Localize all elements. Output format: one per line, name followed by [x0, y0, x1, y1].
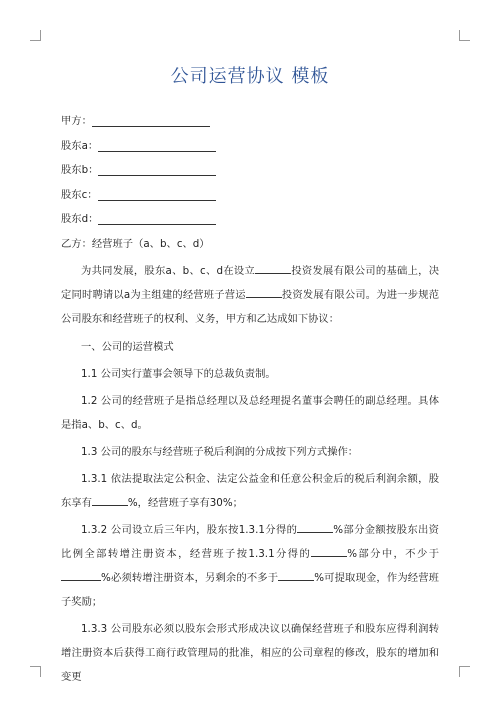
field-label: 甲方：	[61, 115, 92, 127]
fill-blank	[61, 570, 101, 581]
crop-mark-top-left	[30, 30, 41, 41]
fill-blank	[297, 522, 333, 533]
signature-blank	[92, 115, 210, 127]
document-body	[61, 112, 439, 692]
crop-mark-bottom-left	[30, 666, 41, 677]
clause-text: 1.3.1 依法提取法定公积金、法定公益金和任意公积金后的税后利润余额，股东享有	[61, 473, 439, 509]
fill-blank	[255, 263, 291, 274]
clause-text: %可提取现金，作为经营班子奖励；	[61, 572, 439, 608]
signature-blank	[98, 140, 216, 152]
clause-1-3: 1.3 公司的股东与经营班子税后利润的分成按下列方式操作：	[81, 446, 359, 458]
party-a-field	[61, 112, 439, 127]
intro-text-3: 投资发展有限公司。为进一步规范公司股东和经营班子的权利、义务，甲方和乙达成如下协议：	[61, 289, 439, 325]
fill-blank	[92, 495, 128, 506]
crop-mark-top-right	[459, 30, 470, 41]
signature-blank	[98, 189, 216, 201]
crop-mark-bottom-right	[459, 666, 470, 677]
field-label: 股东d：	[61, 213, 99, 225]
party-b-line: 乙方：经营班子（a、b、c、d）	[61, 237, 210, 250]
field-label: 股东a：	[61, 139, 99, 152]
intro-paragraph	[61, 259, 439, 331]
shareholder-a-field	[61, 137, 439, 152]
clause-text: %必须转增注册资本，另剩余的不多于	[101, 572, 279, 584]
intro-text-1: 为共同发展，股东a、b、c、d在设立	[81, 265, 256, 277]
clause-1-3-2	[61, 518, 439, 614]
shareholder-b-field	[61, 161, 439, 176]
clause-1-2: 1.2 公司的经营班子是指总经理以及总经理提名董事会聘任的副总经理。具体是指a、b、c、d。	[61, 395, 439, 431]
clause-text: %，经营班子享有30%；	[127, 497, 243, 509]
section-heading-1: 一、公司的运营模式	[81, 341, 174, 353]
clause-1-3-1	[61, 467, 439, 515]
clause-text: 1.3.2 公司设立后三年内，股东按1.3.1分得的	[81, 524, 298, 536]
signature-blank	[98, 213, 216, 225]
shareholder-d-field	[61, 210, 439, 225]
fill-blank	[278, 570, 314, 581]
clause-1-1: 1.1 公司实行董事会领导下的总裁负责制。	[81, 368, 276, 380]
signature-blank	[98, 164, 216, 176]
clause-text: %部分中，不少于	[347, 548, 439, 560]
fill-blank	[246, 287, 282, 298]
field-label: 股东c：	[61, 188, 98, 201]
shareholder-c-field	[61, 186, 439, 201]
clause-text: %部分金额按股东出资比例全部转增注册资本，经营班子按1.3.1分得的	[61, 524, 439, 560]
intro-text-2: 投资发展有限公司的基础上，决定同时聘请以a为主组建的经营班子营运	[61, 265, 439, 301]
field-label: 股东b：	[61, 164, 99, 176]
clause-1-3-3: 1.3.3 公司股东必须以股东会形式形成决议以确保经营班子和股东应得利润转增注册资本后获得工商行政管理局的批准，相应的公司章程的修改，股东的增加和变更	[61, 623, 439, 683]
document-title: 公司运营协议 模板	[170, 66, 330, 87]
fill-blank	[311, 546, 347, 557]
